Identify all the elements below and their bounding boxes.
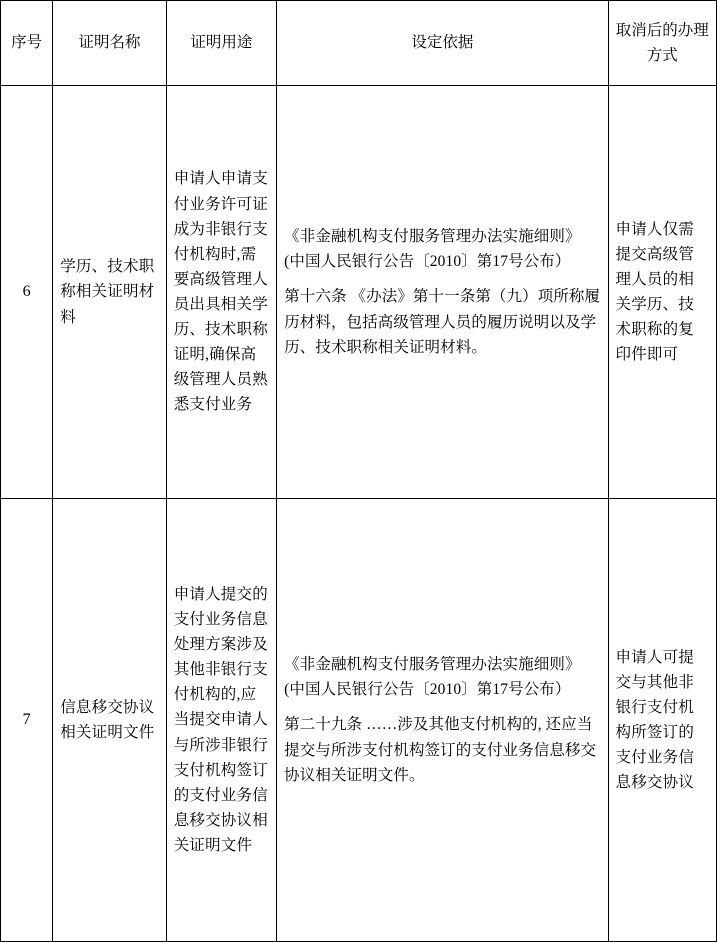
header-certificate-use: 证明用途 xyxy=(166,1,276,86)
header-legal-basis: 设定依据 xyxy=(277,1,608,86)
cell-legal-basis xyxy=(277,499,608,942)
cell-certificate-use: 申请人申请支付业务许可证成为非银行支付机构时,需要高级管理人员出具相关学历、技术职称证明,确保高级管理人员熟悉支付业务 xyxy=(166,86,276,499)
cell-legal-basis xyxy=(277,86,608,499)
header-certificate-name: 证明名称 xyxy=(53,1,166,86)
cell-index: 7 xyxy=(1,499,53,942)
cell-index: 6 xyxy=(1,86,53,499)
table-header xyxy=(1,1,717,86)
cell-certificate-use: 申请人提交的支付业务信息处理方案涉及其他非银行支付机构的,应当提交申请人与所涉非银行支付机构签订的支付业务信息移交协议相关证明文件 xyxy=(166,499,276,942)
table-row xyxy=(1,86,717,499)
cell-after-cancellation: 申请人仅需提交高级管理人员的相关学历、技术职称的复印件即可 xyxy=(608,86,716,499)
legal-basis-source: 《非金融机构支付服务管理办法实施细则》(中国人民银行公告〔2010〕第17号公布） xyxy=(284,656,581,699)
cell-after-cancellation: 申请人可提交与其他非银行支付机构所签订的支付业务信息移交协议 xyxy=(608,499,716,942)
table-row xyxy=(1,499,717,942)
legal-basis-article: 第二十九条 ……涉及其他支付机构的, 还应当提交与所涉支付机构签订的支付业务信息移交协议相关证明文件。 xyxy=(284,716,597,784)
header-row xyxy=(1,1,717,86)
table-body xyxy=(1,86,717,942)
legal-basis-source: 《非金融机构支付服务管理办法实施细则》(中国人民银行公告〔2010〕第17号公布） xyxy=(284,228,581,271)
cell-certificate-name: 信息移交协议相关证明文件 xyxy=(53,499,166,942)
cell-certificate-name: 学历、技术职称相关证明材料 xyxy=(53,86,166,499)
header-after-cancellation: 取消后的办理方式 xyxy=(608,1,716,86)
header-index: 序号 xyxy=(1,1,53,86)
legal-basis-article: 第十六条 《办法》第十一条第（九）项所称履历材料，包括高级管理人员的履历说明以及学历、技术职称相关证明材料。 xyxy=(284,288,601,356)
